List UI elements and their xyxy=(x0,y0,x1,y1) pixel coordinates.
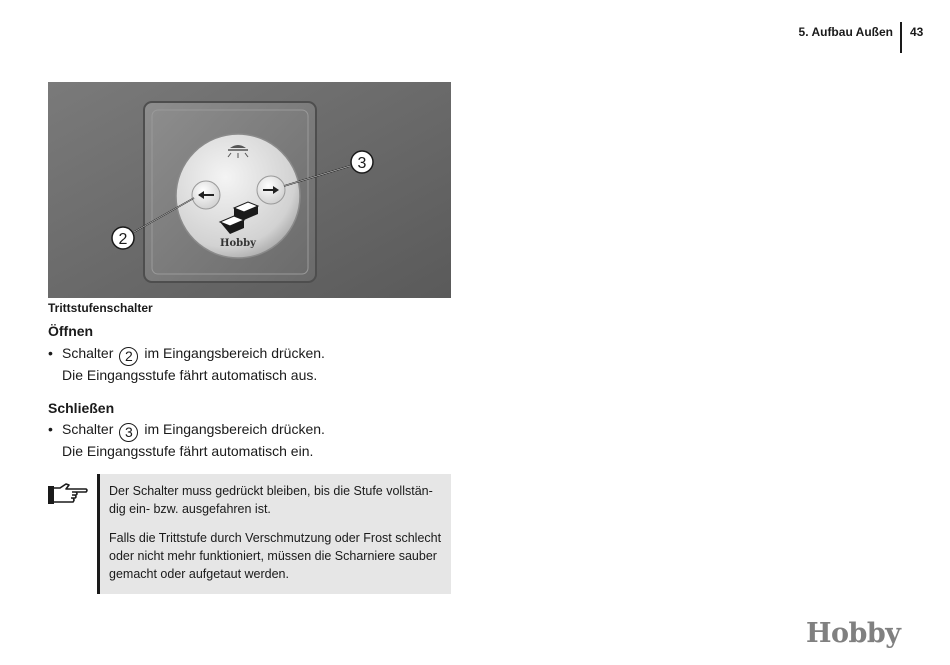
close-instruction xyxy=(48,421,325,442)
note-line: gemacht oder aufgetaut werden. xyxy=(109,567,289,581)
note-box xyxy=(97,474,451,594)
svg-text:3: 3 xyxy=(357,155,367,172)
header-divider xyxy=(900,22,902,53)
figure-caption: Trittstufenschalter xyxy=(48,301,153,315)
open-text-before: Schalter xyxy=(62,345,114,361)
open-heading: Öffnen xyxy=(48,323,94,339)
step-switch-photo xyxy=(48,82,451,298)
svg-text:2: 2 xyxy=(118,231,128,248)
hobby-logo: Hobby xyxy=(806,618,901,649)
extend-button-3 xyxy=(257,176,285,204)
close-result: Die Eingangsstufe fährt automatisch ein. xyxy=(62,443,314,459)
open-result: Die Eingangsstufe fährt automatisch aus. xyxy=(62,367,318,383)
note-line: oder nicht mehr funktioniert, müssen die Scharniere sauber xyxy=(109,549,437,563)
pointing-hand-icon xyxy=(46,482,90,506)
retract-button-2 xyxy=(192,181,220,209)
bullet: • xyxy=(48,421,53,437)
close-heading: Schließen xyxy=(48,400,115,416)
note-line: Falls die Trittstufe durch Verschmutzung oder Frost schlecht xyxy=(109,531,442,545)
switch-number-badge: 3 xyxy=(119,423,138,442)
close-text-before: Schalter xyxy=(62,421,114,437)
callout-3 xyxy=(351,151,373,173)
open-text-after: im Eingangsbereich drücken. xyxy=(144,345,325,361)
page-number: 43 xyxy=(910,25,924,39)
bullet: • xyxy=(48,345,53,361)
close-text-after: im Eingangsbereich drücken. xyxy=(144,421,325,437)
note-line: dig ein- bzw. ausgefahren ist. xyxy=(109,502,271,516)
note-line: Der Schalter muss gedrückt bleiben, bis die Stufe vollstän- xyxy=(109,484,433,498)
chapter-title: 5. Aufbau Außen xyxy=(798,25,893,39)
switch-brand-label: Hobby xyxy=(220,238,256,249)
switch-number-badge: 2 xyxy=(119,347,138,366)
open-instruction xyxy=(48,345,325,366)
callout-2 xyxy=(112,227,134,249)
